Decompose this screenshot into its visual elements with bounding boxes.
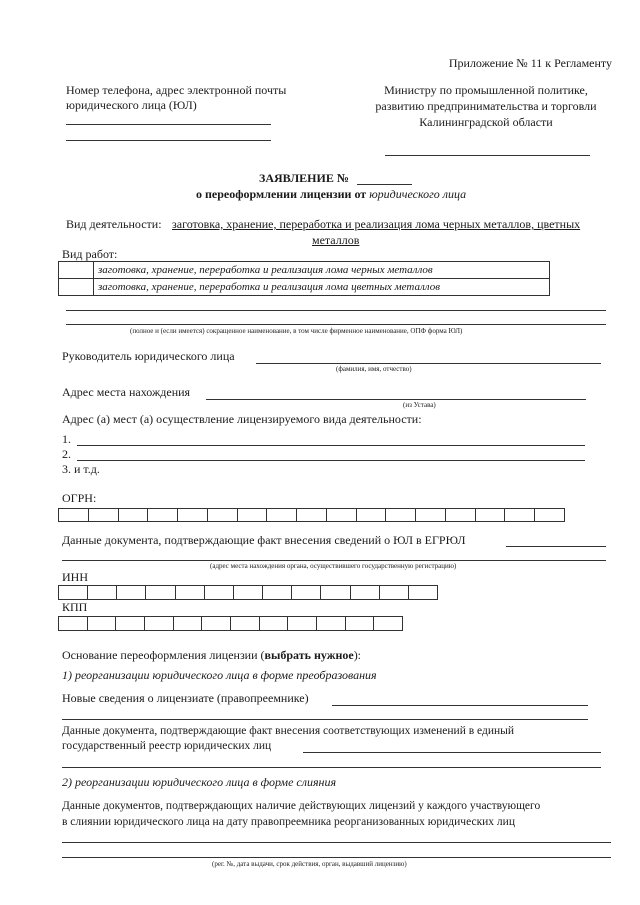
- contact-label-line1: Номер телефона, адрес электронной почты: [66, 83, 287, 97]
- kpp-cell[interactable]: [173, 617, 202, 630]
- inn-cell[interactable]: [379, 586, 408, 599]
- merger-line1: Данные документов, подтверждающих наличие действующих лицензий у каждого участвующего: [62, 800, 541, 812]
- kpp-cell[interactable]: [115, 617, 144, 630]
- kpp-cell[interactable]: [144, 617, 173, 630]
- kpp-cell[interactable]: [259, 617, 288, 630]
- basis-option-1[interactable]: 1) реорганизации юридического лица в форме преобразования: [62, 668, 377, 682]
- ogrn-cell[interactable]: [326, 509, 356, 521]
- merger-input-line-1[interactable]: [62, 842, 611, 843]
- ministry-line2: развитию предпринимательства и торговли: [375, 99, 597, 113]
- inn-cell[interactable]: [350, 586, 379, 599]
- address-hint: (из Устава): [403, 401, 436, 409]
- kpp-cell[interactable]: [316, 617, 345, 630]
- kpp-cell[interactable]: [59, 617, 87, 630]
- merger-line2: в слиянии юридического лица на дату правопреемника реорганизованных юридических лиц: [62, 816, 515, 828]
- new-info-input-line-2[interactable]: [62, 719, 588, 720]
- ogrn-cell[interactable]: [147, 509, 177, 521]
- work-types-label: Вид работ:: [62, 247, 118, 261]
- work-types-table: [58, 261, 550, 296]
- new-info-label: Новые сведения о лицензиате (правопреемнике): [62, 691, 309, 705]
- activity-value-line1: заготовка, хранение, переработка и реализация лома черных металлов, цветных: [172, 217, 581, 231]
- kpp-cell[interactable]: [87, 617, 116, 630]
- inn-cell[interactable]: [408, 586, 437, 599]
- activity-place-2-line[interactable]: [77, 460, 585, 461]
- inn-cell[interactable]: [291, 586, 320, 599]
- activity-place-3-label: 3. и т.д.: [62, 462, 100, 476]
- appendix-note: Приложение № 11 к Регламенту: [448, 56, 612, 70]
- ogrn-cell[interactable]: [59, 509, 88, 521]
- company-name-hint: (полное и (если имеется) сокращенное наименование, в том числе фирменное наименование, ОПФ форма ЮЛ): [130, 327, 463, 335]
- activity-label: Вид деятельности:: [66, 217, 162, 231]
- changes-line1: Данные документа, подтверждающие факт внесения соответствующих изменений в единый: [62, 725, 515, 737]
- basis-option-2[interactable]: 2) реорганизации юридического лица в форме слияния: [62, 775, 337, 789]
- ogrn-cell[interactable]: [356, 509, 386, 521]
- ministry-line1: Министру по промышленной политике,: [384, 83, 588, 97]
- new-info-input-line-1[interactable]: [332, 705, 588, 706]
- inn-cell[interactable]: [320, 586, 349, 599]
- activity-places-label: Адрес (а) мест (а) осуществление лицензируемого вида деятельности:: [62, 412, 422, 426]
- head-hint: (фамилия, имя, отчество): [336, 365, 412, 373]
- work-type-row: [59, 262, 550, 279]
- inn-cell[interactable]: [145, 586, 174, 599]
- kpp-cell[interactable]: [373, 617, 402, 630]
- basis-label-end: ):: [353, 648, 362, 662]
- kpp-label: КПП: [62, 600, 88, 614]
- ogrn-cell[interactable]: [445, 509, 475, 521]
- contact-label-line2: юридического лица (ЮЛ): [66, 98, 197, 112]
- title-subtitle: [196, 188, 466, 200]
- ogrn-cell[interactable]: [385, 509, 415, 521]
- changes-line2: государственный реестр юридических лиц: [62, 740, 272, 752]
- inn-cell[interactable]: [59, 586, 87, 599]
- inn-cells: [58, 585, 438, 600]
- kpp-cell[interactable]: [201, 617, 230, 630]
- ministry-line3: Калининградской области: [419, 115, 553, 129]
- egrul-input-line-1[interactable]: [506, 546, 606, 547]
- inn-cell[interactable]: [204, 586, 233, 599]
- ogrn-cell[interactable]: [237, 509, 267, 521]
- work-type-label: заготовка, хранение, переработка и реализация лома цветных металлов: [94, 279, 550, 296]
- merger-input-line-2[interactable]: [62, 857, 611, 858]
- activity-place-1-label: 1.: [62, 432, 71, 446]
- inn-label: ИНН: [62, 570, 88, 584]
- company-name-line-1[interactable]: [66, 310, 606, 311]
- ogrn-cell[interactable]: [207, 509, 237, 521]
- inn-cell[interactable]: [262, 586, 291, 599]
- work-type-label: заготовка, хранение, переработка и реализация лома черных металлов: [94, 262, 550, 279]
- ogrn-cell[interactable]: [266, 509, 296, 521]
- head-label: Руководитель юридического лица: [62, 349, 235, 363]
- activity-place-2-label: 2.: [62, 447, 71, 461]
- changes-input-line-2[interactable]: [62, 767, 601, 768]
- contact-input-line-2[interactable]: [66, 140, 271, 141]
- inn-cell[interactable]: [233, 586, 262, 599]
- ogrn-label: ОГРН:: [62, 491, 97, 505]
- basis-label: [62, 649, 361, 661]
- kpp-cell[interactable]: [287, 617, 316, 630]
- title-main: ЗАЯВЛЕНИЕ №: [259, 171, 349, 185]
- address-label: Адрес места нахождения: [62, 385, 191, 399]
- contact-input-line-1[interactable]: [66, 124, 271, 125]
- work-type-row: [59, 279, 550, 296]
- company-name-line-2[interactable]: [66, 324, 606, 325]
- basis-label-bold: выбрать нужное: [264, 648, 354, 662]
- work-type-checkbox[interactable]: [59, 279, 94, 296]
- kpp-cell[interactable]: [230, 617, 259, 630]
- work-type-checkbox[interactable]: [59, 262, 94, 279]
- inn-cell[interactable]: [116, 586, 145, 599]
- activity-value-line2: металлов: [312, 233, 360, 247]
- title-sub-bold: о переоформлении лицензии от: [196, 187, 367, 201]
- ogrn-cell[interactable]: [118, 509, 148, 521]
- ogrn-cell[interactable]: [415, 509, 445, 521]
- ogrn-cell[interactable]: [534, 509, 564, 521]
- head-input-line[interactable]: [256, 363, 601, 364]
- activity-place-1-line[interactable]: [77, 445, 585, 446]
- inn-cell[interactable]: [175, 586, 204, 599]
- ministry-signature-line[interactable]: [385, 155, 590, 156]
- ogrn-cell[interactable]: [296, 509, 326, 521]
- kpp-cell[interactable]: [345, 617, 374, 630]
- ogrn-cell[interactable]: [88, 509, 118, 521]
- egrul-label: Данные документа, подтверждающие факт внесения сведений о ЮЛ в ЕГРЮЛ: [62, 533, 466, 547]
- changes-input-line-1[interactable]: [303, 752, 601, 753]
- egrul-hint: (адрес места нахождения органа, осуществившего государственную регистрацию): [210, 562, 457, 570]
- ogrn-cell[interactable]: [177, 509, 207, 521]
- egrul-input-line-2[interactable]: [62, 560, 606, 561]
- application-number-line[interactable]: [357, 184, 412, 185]
- title-sub-italic: юридического лица: [369, 187, 467, 201]
- inn-cell[interactable]: [87, 586, 116, 599]
- kpp-cells: [58, 616, 403, 631]
- ogrn-cell[interactable]: [504, 509, 534, 521]
- ogrn-cells: [58, 508, 565, 522]
- address-input-line[interactable]: [206, 399, 586, 400]
- license-hint: (рег. №, дата выдачи, срок действия, орган, выдавший лицензию): [212, 860, 407, 868]
- ogrn-cell[interactable]: [475, 509, 505, 521]
- basis-label-start: Основание переоформления лицензии (: [62, 648, 265, 662]
